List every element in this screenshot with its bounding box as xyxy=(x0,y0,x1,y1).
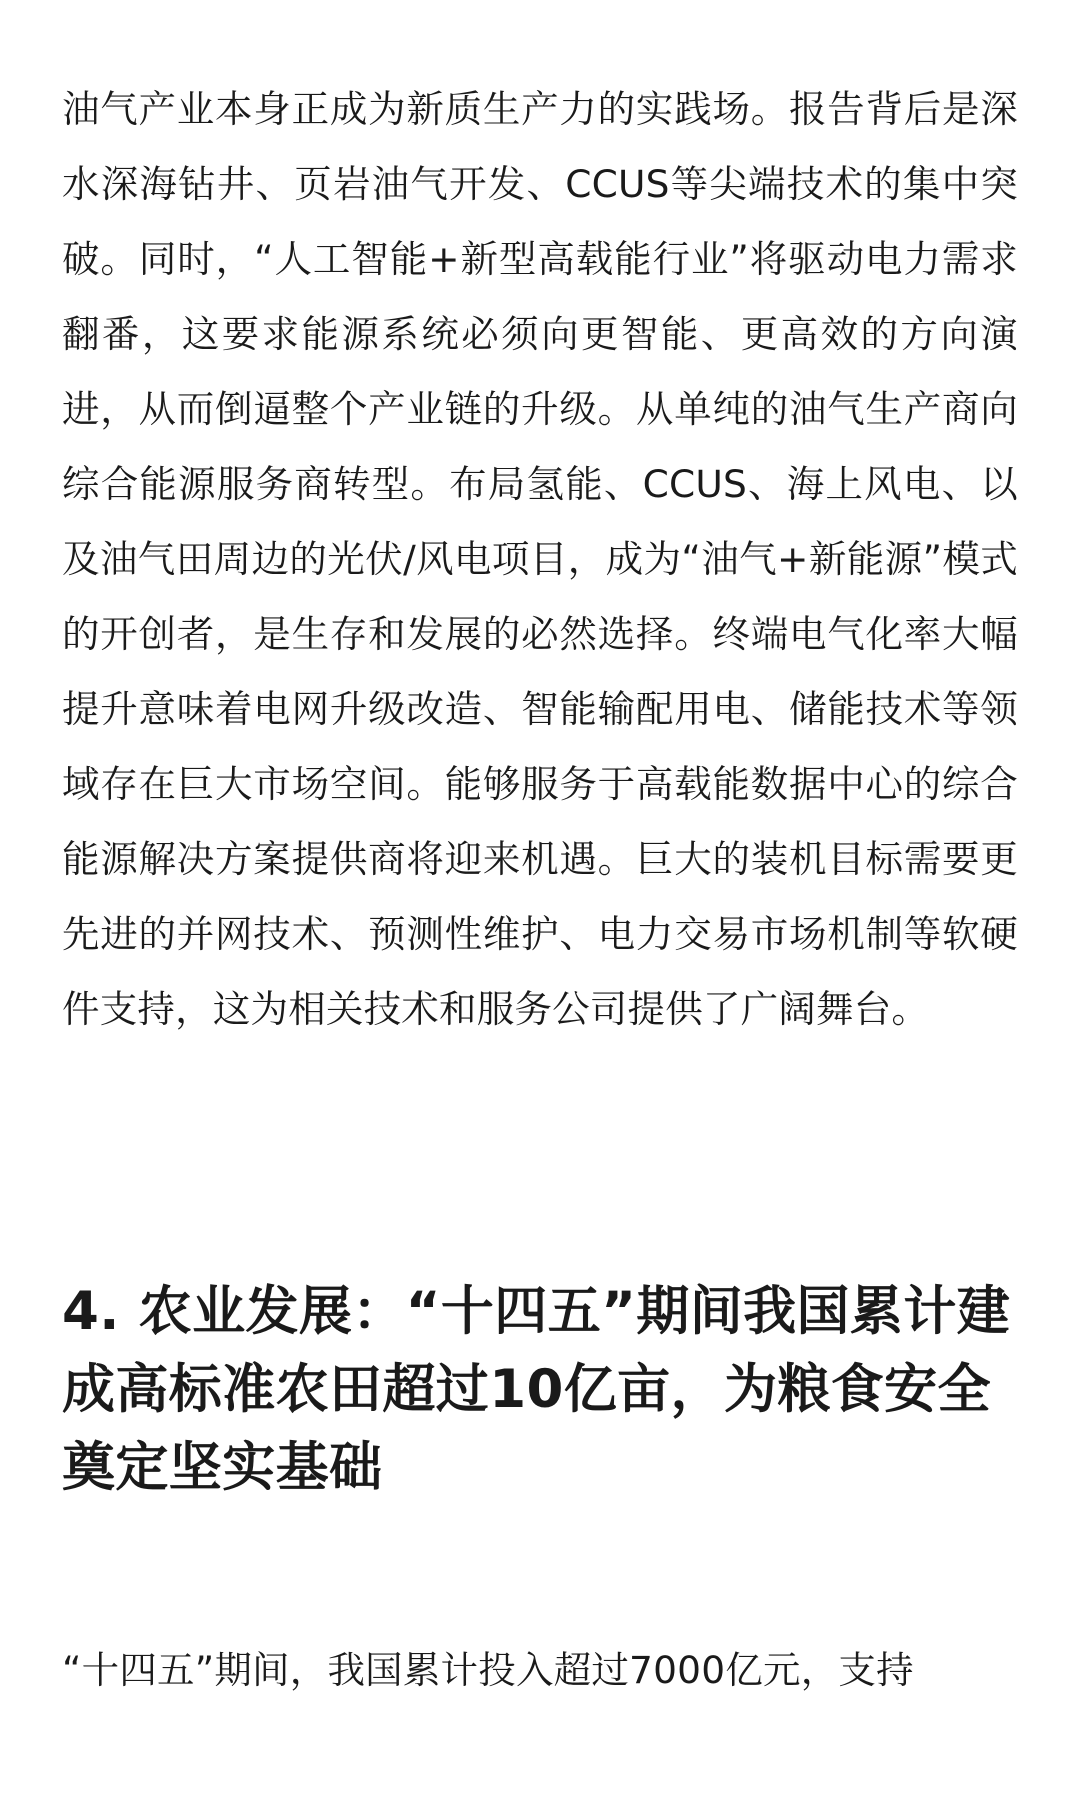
section-heading-agriculture: 4. 农业发展：“十四五”期间我国累计建成高标准农田超过10亿亩，为粮食安全奠定坚实基础 xyxy=(62,1281,1011,1498)
body-paragraph-energy: 油气产业本身正成为新质生产力的实践场。报告背后是深水深海钻井、页岩油气开发、CCUS等尖端技术的集中突破。同时，“人工智能+新型高载能行业”将驱动电力需求翻番，这要求能源系统必须向更智能、更高效的方向演进，从而倒逼整个产业链的升级。从单纯的油气生产商向综合能源服务商转型。布局氢能、CCUS、海上风电、以及油气田周边的光伏/风电项目，成为“油气+新能源”模式的开创者，是生存和发展的必然选择。终端电气化率大幅提升意味着电网升级改造、智能输配用电、储能技术等领域存在巨大市场空间。能够服务于高载能数据中心的综合能源解决方案提供商将迎来机遇。巨大的装机目标需要更先进的并网技术、预测性维护、电力交易市场机制等软硬件支持，这为相关技术和服务公司提供了广阔舞台。 xyxy=(62,87,1018,1031)
body-paragraph-agriculture: “十四五”期间，我国累计投入超过7000亿元，支持 xyxy=(62,1648,914,1692)
